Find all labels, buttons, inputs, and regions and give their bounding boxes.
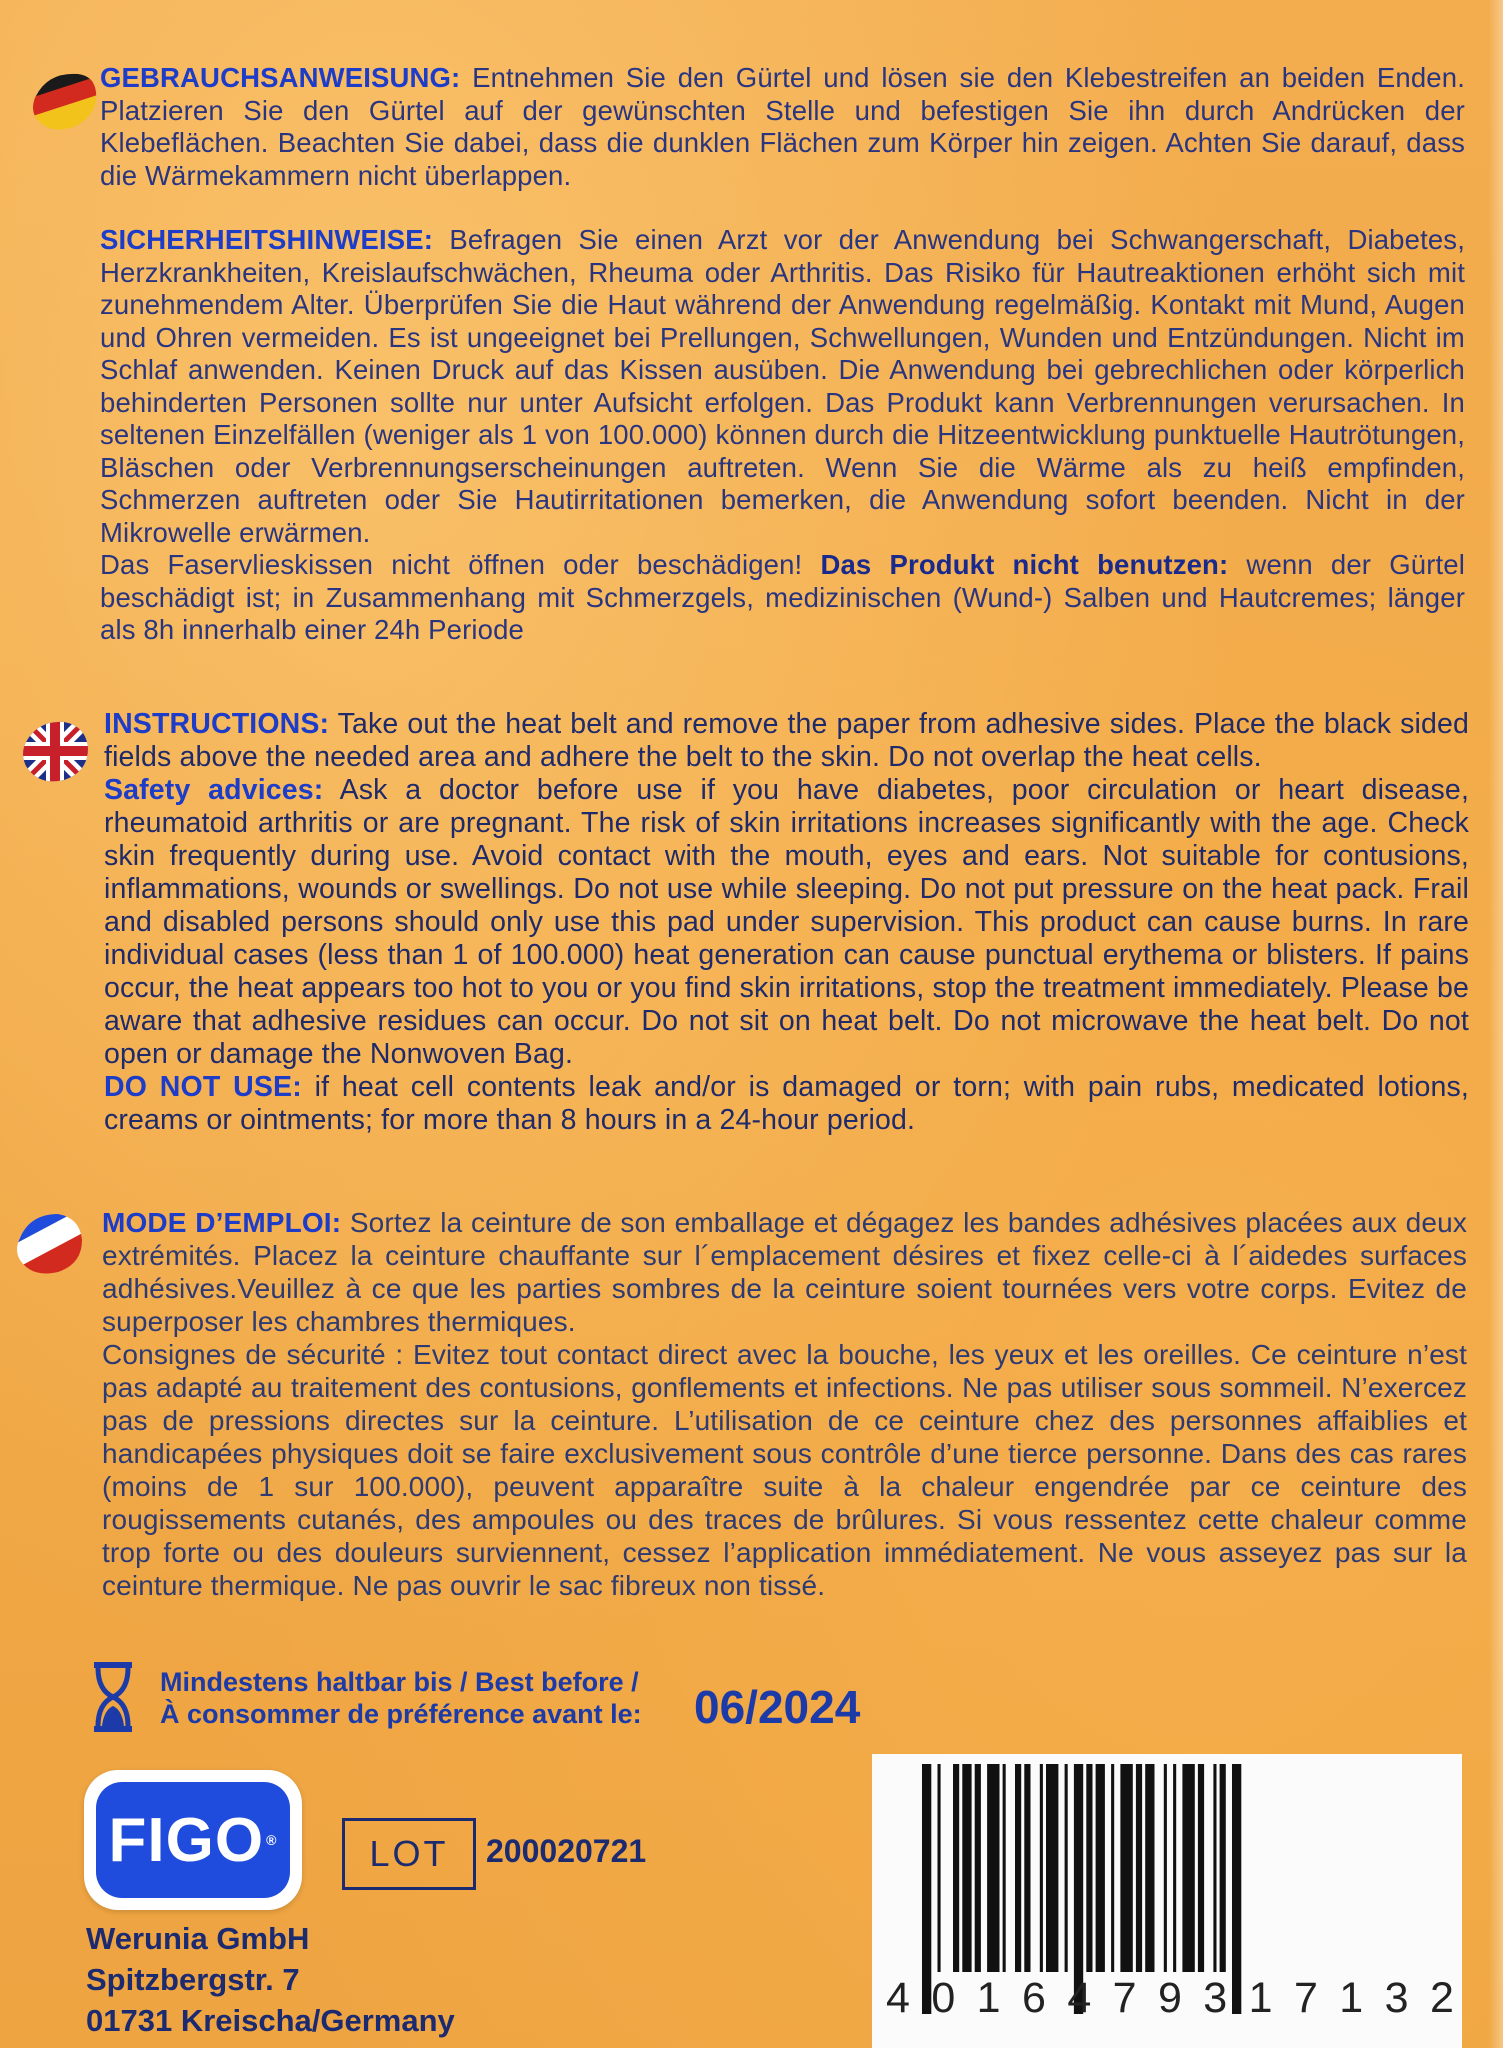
uk-flag-icon	[20, 716, 90, 786]
german-usage-text: Entnehmen Sie den Gürtel und lösen sie den Klebestreifen an beiden Enden. Platzieren Sie den Gürtel auf der gewünschten Stelle und befestigen Sie ihn durch Andrücken der Klebeflächen. Beachten Sie dabei, dass die dunklen Flächen zum Körper hin zeigen. Achten Sie darauf, dass die Wärmekammern nicht überlappen.	[100, 62, 1465, 191]
barcode-digit: 6	[1021, 1974, 1046, 2022]
english-do-not-use-text: if heat cell contents leak and/or is damaged or torn; with pain rubs, medicated lotions, creams or ointments; for more than 8 hours in a 24-hour period.	[104, 1071, 1469, 1136]
barcode-digit: 4	[1067, 1974, 1092, 2022]
french-usage-text: Sortez la ceinture de son emballage et dégagez les bandes adhésives placées aux deux extrémités. Placez la ceinture chauffante sur l´emplacement désires et fixez celle-ci à l´aidedes surfaces adhésives.Veuillez à ce que les parties sombres de la ceinture soient tournées vers votre corps. Evitez de superposer les chambres thermiques.	[102, 1207, 1467, 1337]
barcode-digits	[886, 1974, 1454, 2023]
english-safety-paragraph	[104, 774, 1469, 1071]
lot-number: 200020721	[486, 1833, 647, 1869]
german-usage-paragraph	[100, 62, 1465, 192]
german-warning-paragraph	[100, 549, 1465, 647]
barcode-bar	[975, 1764, 981, 1972]
german-safety-text: Befragen Sie einen Arzt vor der Anwendung bei Schwangerschaft, Diabetes, Herzkrankheiten, Kreislaufschwächen, Rheuma oder Arthritis. Das Risiko für Hautreaktionen erhöht sich mit zunehmendem Alter. Überprüfen Sie die Haut während der Anwendung regelmäßig. Kontakt mit Mund, Augen und Ohren vermeiden. Es ist ungeeignet bei Prellungen, Schwellungen, Wunden und Entzündungen. Nicht im Schlaf anwenden. Keinen Druck auf das Kissen ausüben. Die Anwendung bei gebrechlichen oder körperlich behinderten Personen sollte nur unter Aufsicht erfolgen. Das Produkt kann Verbrennungen verursachen. In seltenen Einzelfällen (weniger als 1 von 100.000) können durch die Hitzeentwicklung punktuelle Hautrötungen, Bläschen oder Verbrennungserscheinungen auftreten. Wenn Sie die Wärme als zu heiß empfinden, Schmerzen auftreten oder Sie Hautirritationen bemerken, die Anwendung sofort beenden. Nicht in der Mikrowelle erwärmen.	[100, 224, 1465, 548]
barcode-digit: 3	[1203, 1974, 1228, 2022]
barcode-bar	[1065, 1764, 1068, 1972]
barcode-bar	[987, 1764, 999, 1972]
figo-logo-badge	[96, 1782, 290, 1898]
barcode-bar	[1111, 1764, 1114, 1972]
barcode-bar	[1182, 1764, 1194, 1972]
french-section	[102, 1206, 1467, 1602]
hourglass-icon	[92, 1660, 134, 1734]
barcode-bar	[1173, 1764, 1176, 1972]
english-do-not-use-paragraph	[104, 1071, 1469, 1137]
french-usage-heading: MODE D’EMPLOI:	[102, 1207, 342, 1238]
street-address: Spitzbergstr. 7	[86, 1962, 300, 1997]
registered-mark: ®	[266, 1832, 278, 1848]
barcode-digit: 1	[1248, 1974, 1273, 2022]
figo-logo-text: FIGO	[108, 1805, 265, 1875]
english-instructions-heading: INSTRUCTIONS:	[104, 708, 330, 740]
manufacturer-address	[86, 1918, 455, 2041]
german-usage-section	[100, 62, 1465, 192]
barcode-digit: 0	[931, 1974, 956, 2022]
barcode-digit: 1	[1339, 1974, 1364, 2022]
barcode-bar	[1040, 1764, 1043, 1972]
barcode-bar	[1024, 1764, 1030, 1972]
english-do-not-use-heading: DO NOT USE:	[104, 1071, 302, 1103]
german-do-not-use-text: wenn der Gürtel beschädigt ist; in Zusammenhang mit Schmerzgels, medizinischen (Wund-) Salben und Hautcremes; länger als 8h innerhalb einer 24h Periode	[100, 549, 1465, 645]
english-safety-heading: Safety advices:	[104, 774, 324, 806]
german-flag-icon	[28, 66, 98, 136]
barcode-bar	[1220, 1764, 1226, 1972]
french-usage-paragraph	[102, 1206, 1467, 1338]
barcode-digit: 7	[1293, 1974, 1318, 2022]
german-safety-heading: SICHERHEITSHINWEISE:	[100, 224, 434, 255]
english-safety-text: Ask a doctor before use if you have diabetes, poor circulation or heart disease, rheumatoid arthritis or are pregnant. The risk of skin irritations increases significantly with the age. Check skin frequently during use. Avoid contact with the mouth, eyes and ears. Not suitable for contusions, inflammations, wounds or swellings. Do not use while sleeping. Do not put pressure on the heat pack. Frail and disabled persons should only use this pad under supervision. This product can cause burns. In rare individual cases (less than 1 of 100.000) heat generation can cause punctual erythema or blisters. If pains occur, the heat appears too hot to you or you find skin irritations, stop the treatment immediately. Please be aware that adhesive residues can occur. Do not sit on heat belt. Do not microwave the heat belt. Do not open or damage the Nonwoven Bag.	[104, 774, 1470, 1070]
barcode-bar	[1120, 1764, 1132, 1972]
english-instructions-text: Take out the heat belt and remove the paper from adhesive sides. Place the black sided fields above the needed area and adhere the belt to the skin. Do not overlap the heat cells.	[104, 708, 1469, 773]
barcode-bar	[938, 1764, 941, 1972]
barcode-digit: 3	[1384, 1974, 1409, 2022]
barcode-digit: 1	[976, 1974, 1001, 2022]
barcode	[872, 1754, 1462, 2048]
german-bag-text: Das Faservlieskissen nicht öffnen oder beschädigen!	[100, 549, 821, 580]
best-before-date: 06/2024	[694, 1681, 861, 1733]
barcode-bar	[1046, 1764, 1058, 1972]
city-address: 01731 Kreischa/Germany	[86, 2003, 455, 2038]
barcode-digit: 4	[886, 1974, 910, 2022]
english-section	[104, 708, 1469, 1137]
barcode-bar	[1164, 1764, 1167, 1972]
barcode-bar	[1198, 1764, 1204, 1972]
barcode-bar	[1145, 1764, 1154, 1972]
french-safety-paragraph	[102, 1338, 1467, 1602]
best-before-line-2: À consommer de préférence avant le:	[160, 1699, 642, 1729]
barcode-bar	[962, 1764, 971, 1972]
barcode-digit: 9	[1157, 1974, 1182, 2022]
barcode-bar	[1096, 1764, 1105, 1972]
german-usage-heading: GEBRAUCHSANWEISUNG:	[100, 62, 461, 93]
barcode-bar	[953, 1764, 959, 1972]
lot-label: LOT	[369, 1833, 449, 1874]
barcode-bar	[1136, 1764, 1142, 1972]
best-before-label	[160, 1666, 642, 1730]
lot-label-box	[342, 1818, 476, 1890]
company-name: Werunia GmbH	[86, 1921, 310, 1956]
barcode-digit: 7	[1112, 1974, 1137, 2022]
barcode-bar	[1086, 1764, 1092, 1972]
figo-logo	[84, 1770, 302, 1910]
german-safety-paragraph	[100, 224, 1465, 549]
german-do-not-use-heading: Das Produkt nicht benutzen:	[820, 549, 1229, 580]
package-edge	[1489, 0, 1503, 2048]
german-safety-section	[100, 224, 1465, 647]
barcode-bar	[1003, 1764, 1006, 1972]
barcode-bar	[1015, 1764, 1021, 1972]
french-safety-text: Consignes de sécurité : Evitez tout contact direct avec la bouche, les yeux et les oreilles. Ce ceinture n’est pas adapté au traitement des contusions, gonflements et infections. Ne pas utiliser sous sommeil. N’exercez pas de pressions directes sur la ceinture. L’utilisation de ce ceinture chez des personnes affaiblies et handicapées physiques doit se faire exclusivement sous contrôle d’une tierce personne. Dans des cas rares (moins de 1 sur 100.000), peuvent apparaître suite à la chaleur engendrée par ce ceinture des rougissements cutanés, des ampoules ou des traces de brûlures. Si vous ressentez cette chaleur comme trop forte ou des douleurs surviennent, cessez l’application immédiatement. Ne vous asseyez pas sur la ceinture thermique. Ne pas ouvrir le sac fibreux non tissé.	[102, 1339, 1467, 1601]
barcode-bar	[1213, 1764, 1216, 1972]
barcode-digit: 2	[1429, 1974, 1454, 2022]
english-instructions-paragraph	[104, 708, 1469, 774]
best-before-line-1: Mindestens haltbar bis / Best before /	[160, 1667, 639, 1697]
french-flag-icon	[14, 1208, 84, 1278]
